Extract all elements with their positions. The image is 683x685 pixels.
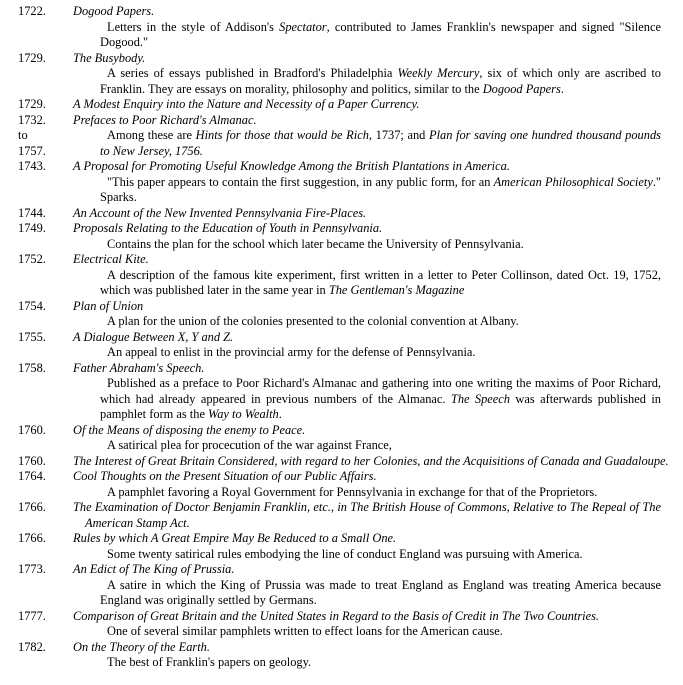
entry-year: 1755. xyxy=(18,329,46,344)
entry-description xyxy=(100,66,661,97)
entry-description xyxy=(100,20,661,51)
entry-title: Electrical Kite. xyxy=(73,252,149,266)
description-text-segment: The best of Franklin's papers on geology. xyxy=(107,655,312,669)
entry-content xyxy=(73,159,661,206)
entry-description xyxy=(100,438,661,454)
entry-year-column xyxy=(18,159,73,175)
bibliography-entry xyxy=(18,97,661,113)
entry-description xyxy=(100,624,661,640)
entry-year-column xyxy=(18,500,73,516)
description-text-segment: Among these are xyxy=(107,128,196,142)
entry-content xyxy=(73,51,661,98)
entry-content xyxy=(73,252,661,299)
description-text-segment: A satirical plea for procecution of the war against France, xyxy=(107,438,392,452)
description-text-segment: Contains the plan for the school which later became the University of Pennsylvania. xyxy=(107,236,524,251)
description-text-segment: An appeal to enlist in the provincial army for the defense of Pennsylvania. xyxy=(107,345,476,359)
entry-content xyxy=(73,609,661,640)
entry-year: 1754. xyxy=(18,298,46,313)
entry-content xyxy=(73,640,661,671)
bibliography-entry xyxy=(18,206,661,222)
description-italic-segment: American Philosophical Society xyxy=(493,174,653,189)
entry-year-column xyxy=(18,330,73,346)
entry-description xyxy=(100,128,661,159)
entry-description xyxy=(100,655,661,671)
description-text-segment: was afterwards published in pamphlet form as the xyxy=(100,391,661,421)
entry-title: Comparison of Great Britain and the United States in Regard to the Basis of Credit in The Two Countries. xyxy=(73,608,600,623)
bibliography-entry xyxy=(18,299,661,330)
description-text-segment: A description of the famous kite experiment, first written in a letter to Peter Collinson, dated Oct. 19, 1752, which was published later in the same year in xyxy=(100,267,661,297)
entry-year-column xyxy=(18,299,73,315)
entry-year: 1749. xyxy=(18,221,46,235)
description-text-segment: Letters in the style of Addison's xyxy=(107,19,280,34)
bibliography-entry xyxy=(18,423,661,454)
description-italic-segment: The Speech xyxy=(450,391,510,406)
entry-content xyxy=(73,4,661,51)
entry-title: Of the Means of disposing the enemy to Peace. xyxy=(73,422,306,437)
entry-title: Dogood Papers. xyxy=(73,4,155,18)
description-text-segment: . xyxy=(560,81,564,96)
bibliography-entry xyxy=(18,469,661,500)
entry-content xyxy=(73,531,661,562)
description-text-segment: A plan for the union of the colonies presented to the colonial convention at Albany. xyxy=(107,314,519,328)
entry-year-column xyxy=(18,562,73,578)
description-text-segment: , contributed to James Franklin's newspaper and signed "Silence Dogood." xyxy=(100,19,661,49)
description-italic-segment: The Gentleman's Magazine xyxy=(328,283,465,297)
entry-year: 1766. xyxy=(18,531,46,545)
bibliography-entry xyxy=(18,453,669,470)
description-text-segment: Published as a preface to Poor Richard's Almanac and gathering into one writing the maxims of Poor Richard, which had already appeared in previous numbers of the Almanac. xyxy=(100,376,661,406)
entry-year: 1758. xyxy=(18,360,46,375)
description-text-segment: , 1737; and xyxy=(368,128,429,142)
entry-title: An Edict of The King of Prussia. xyxy=(73,562,235,576)
entry-title: Prefaces to Poor Richard's Almanac. xyxy=(73,112,257,127)
entry-year: 1729. xyxy=(18,50,46,65)
entry-description xyxy=(100,175,661,206)
entry-year-column xyxy=(18,454,73,470)
description-italic-segment: Hints for those that would be Rich xyxy=(195,128,369,142)
bibliography-entry xyxy=(18,531,661,562)
entry-year-column xyxy=(18,51,73,67)
entry-content xyxy=(73,361,661,423)
entry-year: 1757. xyxy=(18,143,46,158)
entry-title: A Modest Enquiry into the Nature and Necessity of a Paper Currency. xyxy=(73,97,420,111)
entry-year-column xyxy=(18,4,73,20)
entry-description xyxy=(100,345,661,361)
entry-year-column xyxy=(18,361,73,377)
description-italic-segment: Spectator xyxy=(279,19,327,34)
bibliography-entry xyxy=(18,51,661,98)
entry-year-column xyxy=(18,252,73,268)
description-italic-segment: Plan for saving one hundred thousand pounds to New Jersey, 1756. xyxy=(100,128,661,158)
entry-content xyxy=(73,423,661,454)
entry-description xyxy=(100,578,661,609)
entry-year: 1766. xyxy=(18,500,46,514)
entry-title: Cool Thoughts on the Present Situation of our Public Affairs. xyxy=(73,469,377,483)
entry-content xyxy=(73,299,661,330)
entry-year-column xyxy=(18,640,73,656)
bibliography-entry xyxy=(18,159,661,206)
bibliography-entry xyxy=(18,562,661,609)
entry-year: 1777. xyxy=(18,608,46,623)
description-text-segment: Some twenty satirical rules embodying the line of conduct England was pursuing with America. xyxy=(107,546,583,561)
bibliography-entry xyxy=(18,252,661,299)
entry-description xyxy=(100,268,661,299)
entry-title: An Account of the New Invented Pennsylvania Fire-Places. xyxy=(73,205,367,220)
entry-year: 1732. xyxy=(18,112,46,127)
entry-year-column xyxy=(18,97,73,113)
entry-year-column xyxy=(18,221,73,237)
entry-title: A Dialogue Between X, Y and Z. xyxy=(73,329,234,344)
description-italic-segment: Dogood Papers xyxy=(482,81,561,96)
entry-content xyxy=(73,469,661,500)
entry-year: to xyxy=(18,128,28,142)
entry-title: Rules by which A Great Empire May Be Reduced to a Small One. xyxy=(73,531,397,545)
entry-year-column xyxy=(18,469,73,485)
description-text-segment: , six of which only are ascribed to Franklin. They are essays on morality, philosophy and politics, similar to the xyxy=(100,66,661,96)
bibliography-entry xyxy=(18,4,661,51)
entry-title: On the Theory of the Earth. xyxy=(73,639,210,654)
entry-content xyxy=(73,562,661,609)
bibliography-entry xyxy=(18,609,661,640)
entry-title: Plan of Union xyxy=(73,298,144,313)
bibliography-entry xyxy=(18,640,661,671)
entry-title: Father Abraham's Speech. xyxy=(73,360,205,375)
entry-content xyxy=(73,97,661,113)
entry-content xyxy=(73,206,661,222)
entry-year: 1760. xyxy=(18,422,46,437)
entry-title: The Interest of Great Britain Considered, with regard to her Colonies, and the Acquisitions of Canada and Guadaloupe. xyxy=(73,453,669,468)
description-text-segment: A series of essays published in Bradford's Philadelphia xyxy=(107,66,398,80)
entry-title: The Busybody. xyxy=(73,50,146,65)
description-text-segment: "This paper appears to contain the first suggestion, in any public form, for an xyxy=(107,174,494,189)
description-text-segment: A satire in which the King of Prussia was made to treat England as England was treating America because England was originally settled by Germans. xyxy=(100,577,661,607)
entry-year-column xyxy=(18,113,73,160)
entry-year: 1773. xyxy=(18,562,46,576)
entry-description xyxy=(100,485,661,501)
bibliography-entry xyxy=(18,361,661,423)
bibliography-entry xyxy=(18,500,661,531)
description-text-segment: . xyxy=(278,407,282,421)
entry-title: A Proposal for Promoting Useful Knowledge Among the British Plantations in America. xyxy=(73,159,510,173)
entry-year: 1743. xyxy=(18,159,46,173)
description-italic-segment: Way to Wealth xyxy=(208,407,279,421)
entry-year-column xyxy=(18,531,73,547)
description-italic-segment: Weekly Mercury xyxy=(397,66,480,80)
entry-content xyxy=(73,113,661,160)
bibliography-entry xyxy=(18,330,661,361)
entry-year: 1722. xyxy=(18,4,46,18)
entry-year: 1729. xyxy=(18,97,46,111)
entry-description xyxy=(100,237,661,253)
description-text-segment: One of several similar pamphlets written to effect loans for the American cause. xyxy=(107,624,503,638)
entry-year: 1764. xyxy=(18,469,46,483)
entry-content xyxy=(73,453,669,470)
bibliography-entry xyxy=(18,221,661,252)
entry-year: 1752. xyxy=(18,252,46,266)
bibliography-entry xyxy=(18,113,661,160)
entry-content xyxy=(73,500,661,531)
entry-title: Proposals Relating to the Education of Youth in Pennsylvania. xyxy=(73,221,383,235)
entry-description xyxy=(100,314,661,330)
entry-year: 1760. xyxy=(18,453,46,468)
entry-year-column xyxy=(18,206,73,222)
entry-year-column xyxy=(18,609,73,625)
entry-year: 1744. xyxy=(18,205,46,220)
description-text-segment: ." Sparks. xyxy=(100,174,661,204)
entry-content xyxy=(73,221,661,252)
entry-description xyxy=(100,547,661,563)
entry-year: 1782. xyxy=(18,639,46,654)
entry-content xyxy=(73,330,661,361)
entry-year-column xyxy=(18,423,73,439)
entry-description xyxy=(100,376,661,423)
description-text-segment: A pamphlet favoring a Royal Government for Pennsylvania in exchange for that of the Proprietors. xyxy=(107,484,598,499)
entry-title: The Examination of Doctor Benjamin Franklin, etc., in The British House of Commons, Relative to The Repeal of The American Stamp Act. xyxy=(73,500,661,530)
